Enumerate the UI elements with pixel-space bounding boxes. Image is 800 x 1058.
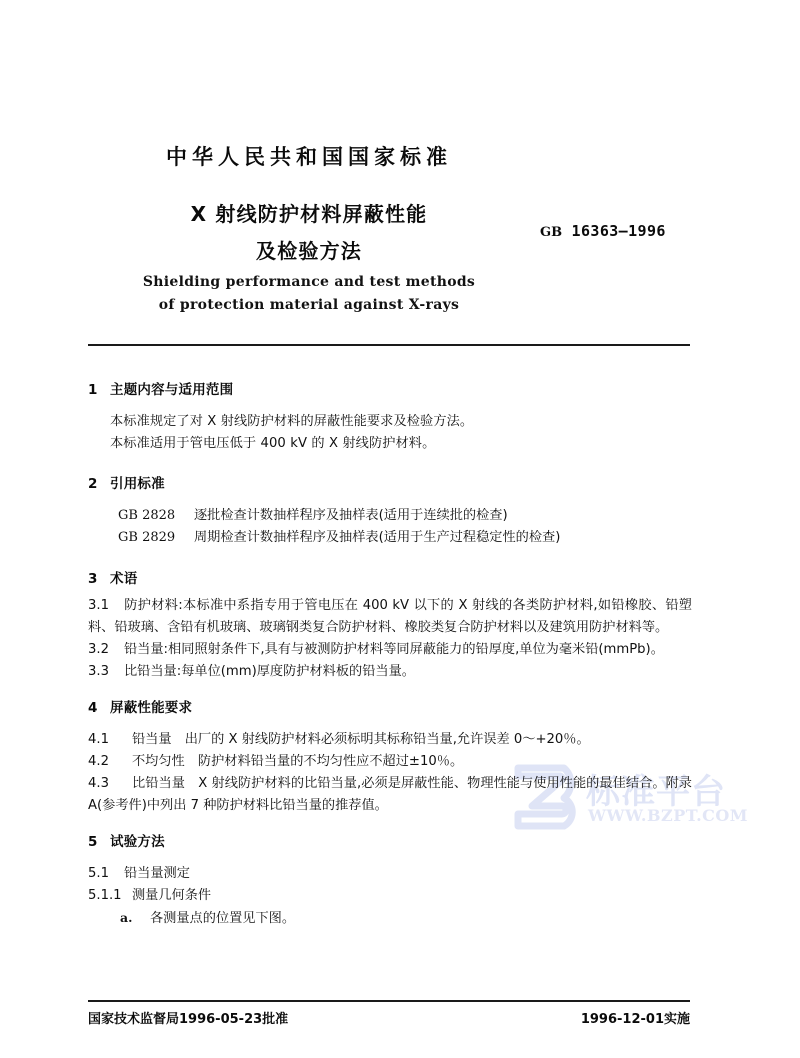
section-1-paragraph-1: 本标准规定了对 X 射线防护材料的屏蔽性能要求及检验方法。: [110, 414, 474, 429]
english-title-line2: of protection material against X-rays: [158, 297, 460, 313]
clause-4-3: [88, 773, 692, 817]
clause-text: 比铅当量 X 射线防护材料的比铅当量,必须是屏蔽性能、物理性能与使用性能的最佳结合。附录A(参考件)中列出 7 种防护材料比铅当量的推荐值。: [88, 776, 692, 813]
header-divider: [88, 344, 690, 346]
section-heading-3: [88, 567, 692, 587]
section-number-1: 1: [88, 382, 98, 398]
clause-text: 铅当量测定: [124, 866, 190, 881]
watermark-url: WWW.BZPT.COM: [588, 806, 749, 825]
clause-5-1: [88, 863, 692, 885]
clause-label: 5.1: [88, 866, 109, 881]
clause-3-2: [88, 639, 692, 661]
clause-3-3: [88, 661, 692, 683]
section-heading-4: [88, 696, 692, 716]
standard-number-value: 16363—1996: [571, 222, 666, 240]
watermark-text-cn: 标准平台: [586, 772, 726, 812]
section-heading-1: [88, 378, 692, 398]
reference-item: [88, 505, 692, 527]
clause-4-1: [88, 729, 692, 751]
section-number-5: 5: [88, 834, 98, 850]
clause-3-1: [88, 595, 692, 639]
reference-item: [88, 527, 692, 549]
document-body: [88, 378, 692, 930]
section-title-3: 术语: [110, 571, 138, 587]
clause-label: 3.2: [88, 642, 109, 657]
section-title-4: 屏蔽性能要求: [110, 700, 193, 716]
section-number-4: 4: [88, 700, 98, 716]
clause-label: 4.2: [88, 754, 109, 769]
clause-text: 铅当量 出厂的 X 射线防护材料必须标明其标称铅当量,允许误差 0～+20％。: [132, 732, 590, 747]
reference-text: 周期检查计数抽样程序及抽样表(适用于生产过程稳定性的检查): [194, 530, 561, 545]
footer-approval: 国家技术监督局1996-05-23批准: [88, 1012, 289, 1027]
reference-code: GB 2828: [118, 508, 176, 523]
clause-4-2: [88, 751, 692, 773]
national-standard-header: 中华人民共和国国家标准: [166, 145, 452, 169]
clause-text: 铅当量:相同照射条件下,具有与被测防护材料等同屏蔽能力的铅厚度,单位为毫米铅(mmPb)。: [124, 642, 664, 657]
clause-text: 测量几何条件: [132, 888, 212, 903]
clause-text: 防护材料:本标准中系指专用于管电压在 400 kV 以下的 X 射线的各类防护材料,如铅橡胶、铅塑料、铅玻璃、含铅有机玻璃、玻璃钢类复合防护材料、橡胶类复合防护材料以及建筑用防护材料等。: [88, 598, 692, 635]
section-1-paragraph-2: 本标准适用于管电压低于 400 kV 的 X 射线防护材料。: [110, 435, 436, 451]
section-title-1: 主题内容与适用范围: [110, 382, 234, 398]
footer-effective-date: 1996-12-01实施: [580, 1012, 690, 1027]
page-title-line2: 及检验方法: [256, 239, 362, 263]
list-marker: a.: [120, 910, 133, 925]
clause-text: 不均匀性 防护材料铅当量的不均匀性应不超过±10％。: [132, 754, 464, 769]
section-heading-5: [88, 830, 692, 850]
clause-label: 3.1: [88, 598, 109, 613]
clause-label: 5.1.1: [88, 888, 122, 903]
standard-prefix: GB: [540, 225, 563, 240]
footer-divider: [88, 1000, 690, 1002]
list-item-a: [88, 907, 692, 930]
list-item-text: 各测量点的位置见下图。: [150, 911, 296, 926]
clause-label: 4.1: [88, 732, 109, 747]
english-title-line1: Shielding performance and test methods: [142, 274, 476, 290]
section-title-2: 引用标准: [110, 476, 165, 492]
clause-text: 比铅当量:每单位(mm)厚度防护材料板的铅当量。: [124, 664, 415, 679]
clause-label: 3.3: [88, 664, 109, 679]
standard-number: [540, 222, 666, 240]
clause-label: 4.3: [88, 776, 109, 791]
reference-code: GB 2829: [118, 530, 176, 545]
section-number-3: 3: [88, 571, 98, 587]
reference-text: 逐批检查计数抽样程序及抽样表(适用于连续批的检查): [194, 508, 508, 523]
clause-5-1-1: [88, 885, 692, 907]
section-heading-2: [88, 472, 692, 492]
page-title-line1: X 射线防护材料屏蔽性能: [190, 202, 428, 226]
section-title-5: 试验方法: [110, 834, 165, 850]
section-number-2: 2: [88, 476, 98, 492]
